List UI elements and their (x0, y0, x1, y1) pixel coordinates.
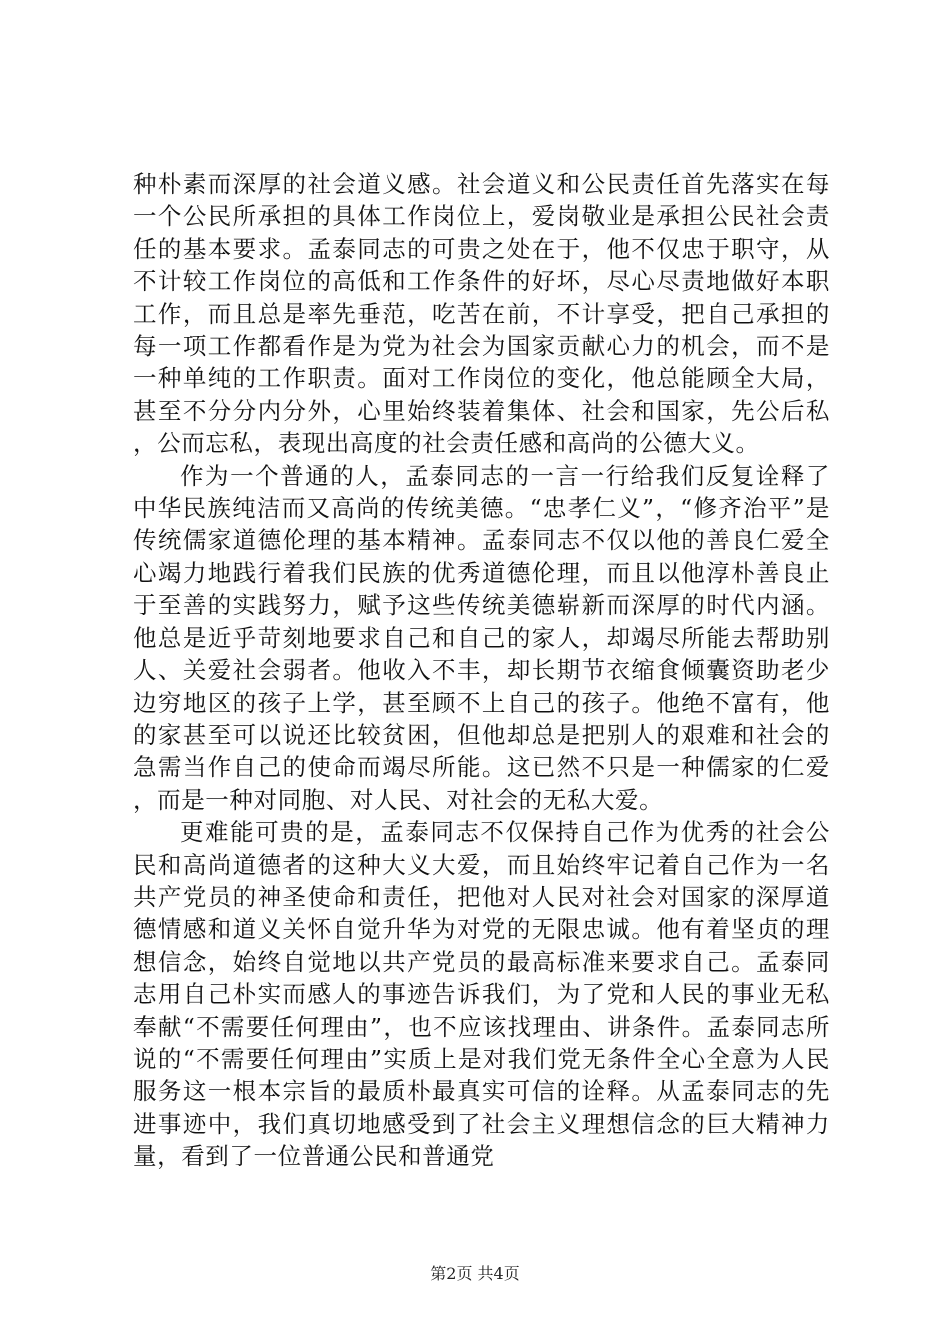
paragraph-2: 作为一个普通的人，孟泰同志的一言一行给我们反复诠释了中华民族纯洁而又高尚的传统美德。“忠孝仁义”，“修齐治平”是传统儒家道德伦理的基本精神。孟泰同志不仅以他的善良仁爱全心竭力地践行着我们民族的优秀道德伦理，而且以他淳朴善良止于至善的实践努力，赋予这些传统美德崭新而深厚的时代内涵。他总是近乎苛刻地要求自己和自己的家人，却竭尽所能去帮助别人、关爱社会弱者。他收入不丰，却长期节衣缩食倾囊资助老少边穷地区的孩子上学，甚至顾不上自己的孩子。他绝不富有，他的家甚至可以说还比较贫困，但他却总是把别人的艰难和社会的急需当作自己的使命而竭尽所能。这已然不只是一种儒家的仁爱，而是一种对同胞、对人民、对社会的无私大爱。 (133, 461, 830, 814)
page-footer: 第2页 共4页 (430, 1264, 520, 1283)
paragraph-1: 种朴素而深厚的社会道义感。社会道义和公民责任首先落实在每一个公民所承担的具体工作岗位上，爱岗敬业是承担公民社会责任的基本要求。孟泰同志的可贵之处在于，他不仅忠于职守，从不计较工作岗位的高低和工作条件的好坏，尽心尽责地做好本职工作，而且总是率先垂范，吃苦在前，不计享受，把自己承担的每一项工作都看作是为党为社会为国家贡献心力的机会，而不是一种单纯的工作职责。面对工作岗位的变化，他总能顾全大局，甚至不分分内分外，心里始终装着集体、社会和国家，先公后私，公而忘私，表现出高度的社会责任感和高尚的公德大义。 (133, 170, 830, 458)
document-body (133, 168, 830, 1173)
paragraph-3: 更难能可贵的是，孟泰同志不仅保持自己作为优秀的社会公民和高尚道德者的这种大义大爱，而且始终牢记着自己作为一名共产党员的神圣使命和责任，把他对人民对社会对国家的深厚道德情感和道义关怀自觉升华为对党的无限忠诚。他有着坚贞的理想信念，始终自觉地以共产党员的最高标准来要求自己。孟泰同志用自己朴实而感人的事迹告诉我们，为了党和人民的事业无私奉献“不需要任何理由”，也不应该找理由、讲条件。孟泰同志所说的“不需要任何理由”实质上是对我们党无条件全心全意为人民服务这一根本宗旨的最质朴最真实可信的诠释。从孟泰同志的先进事迹中，我们真切地感受到了社会主义理想信念的巨大精神力量，看到了一位普通公民和普通党 (133, 818, 830, 1171)
